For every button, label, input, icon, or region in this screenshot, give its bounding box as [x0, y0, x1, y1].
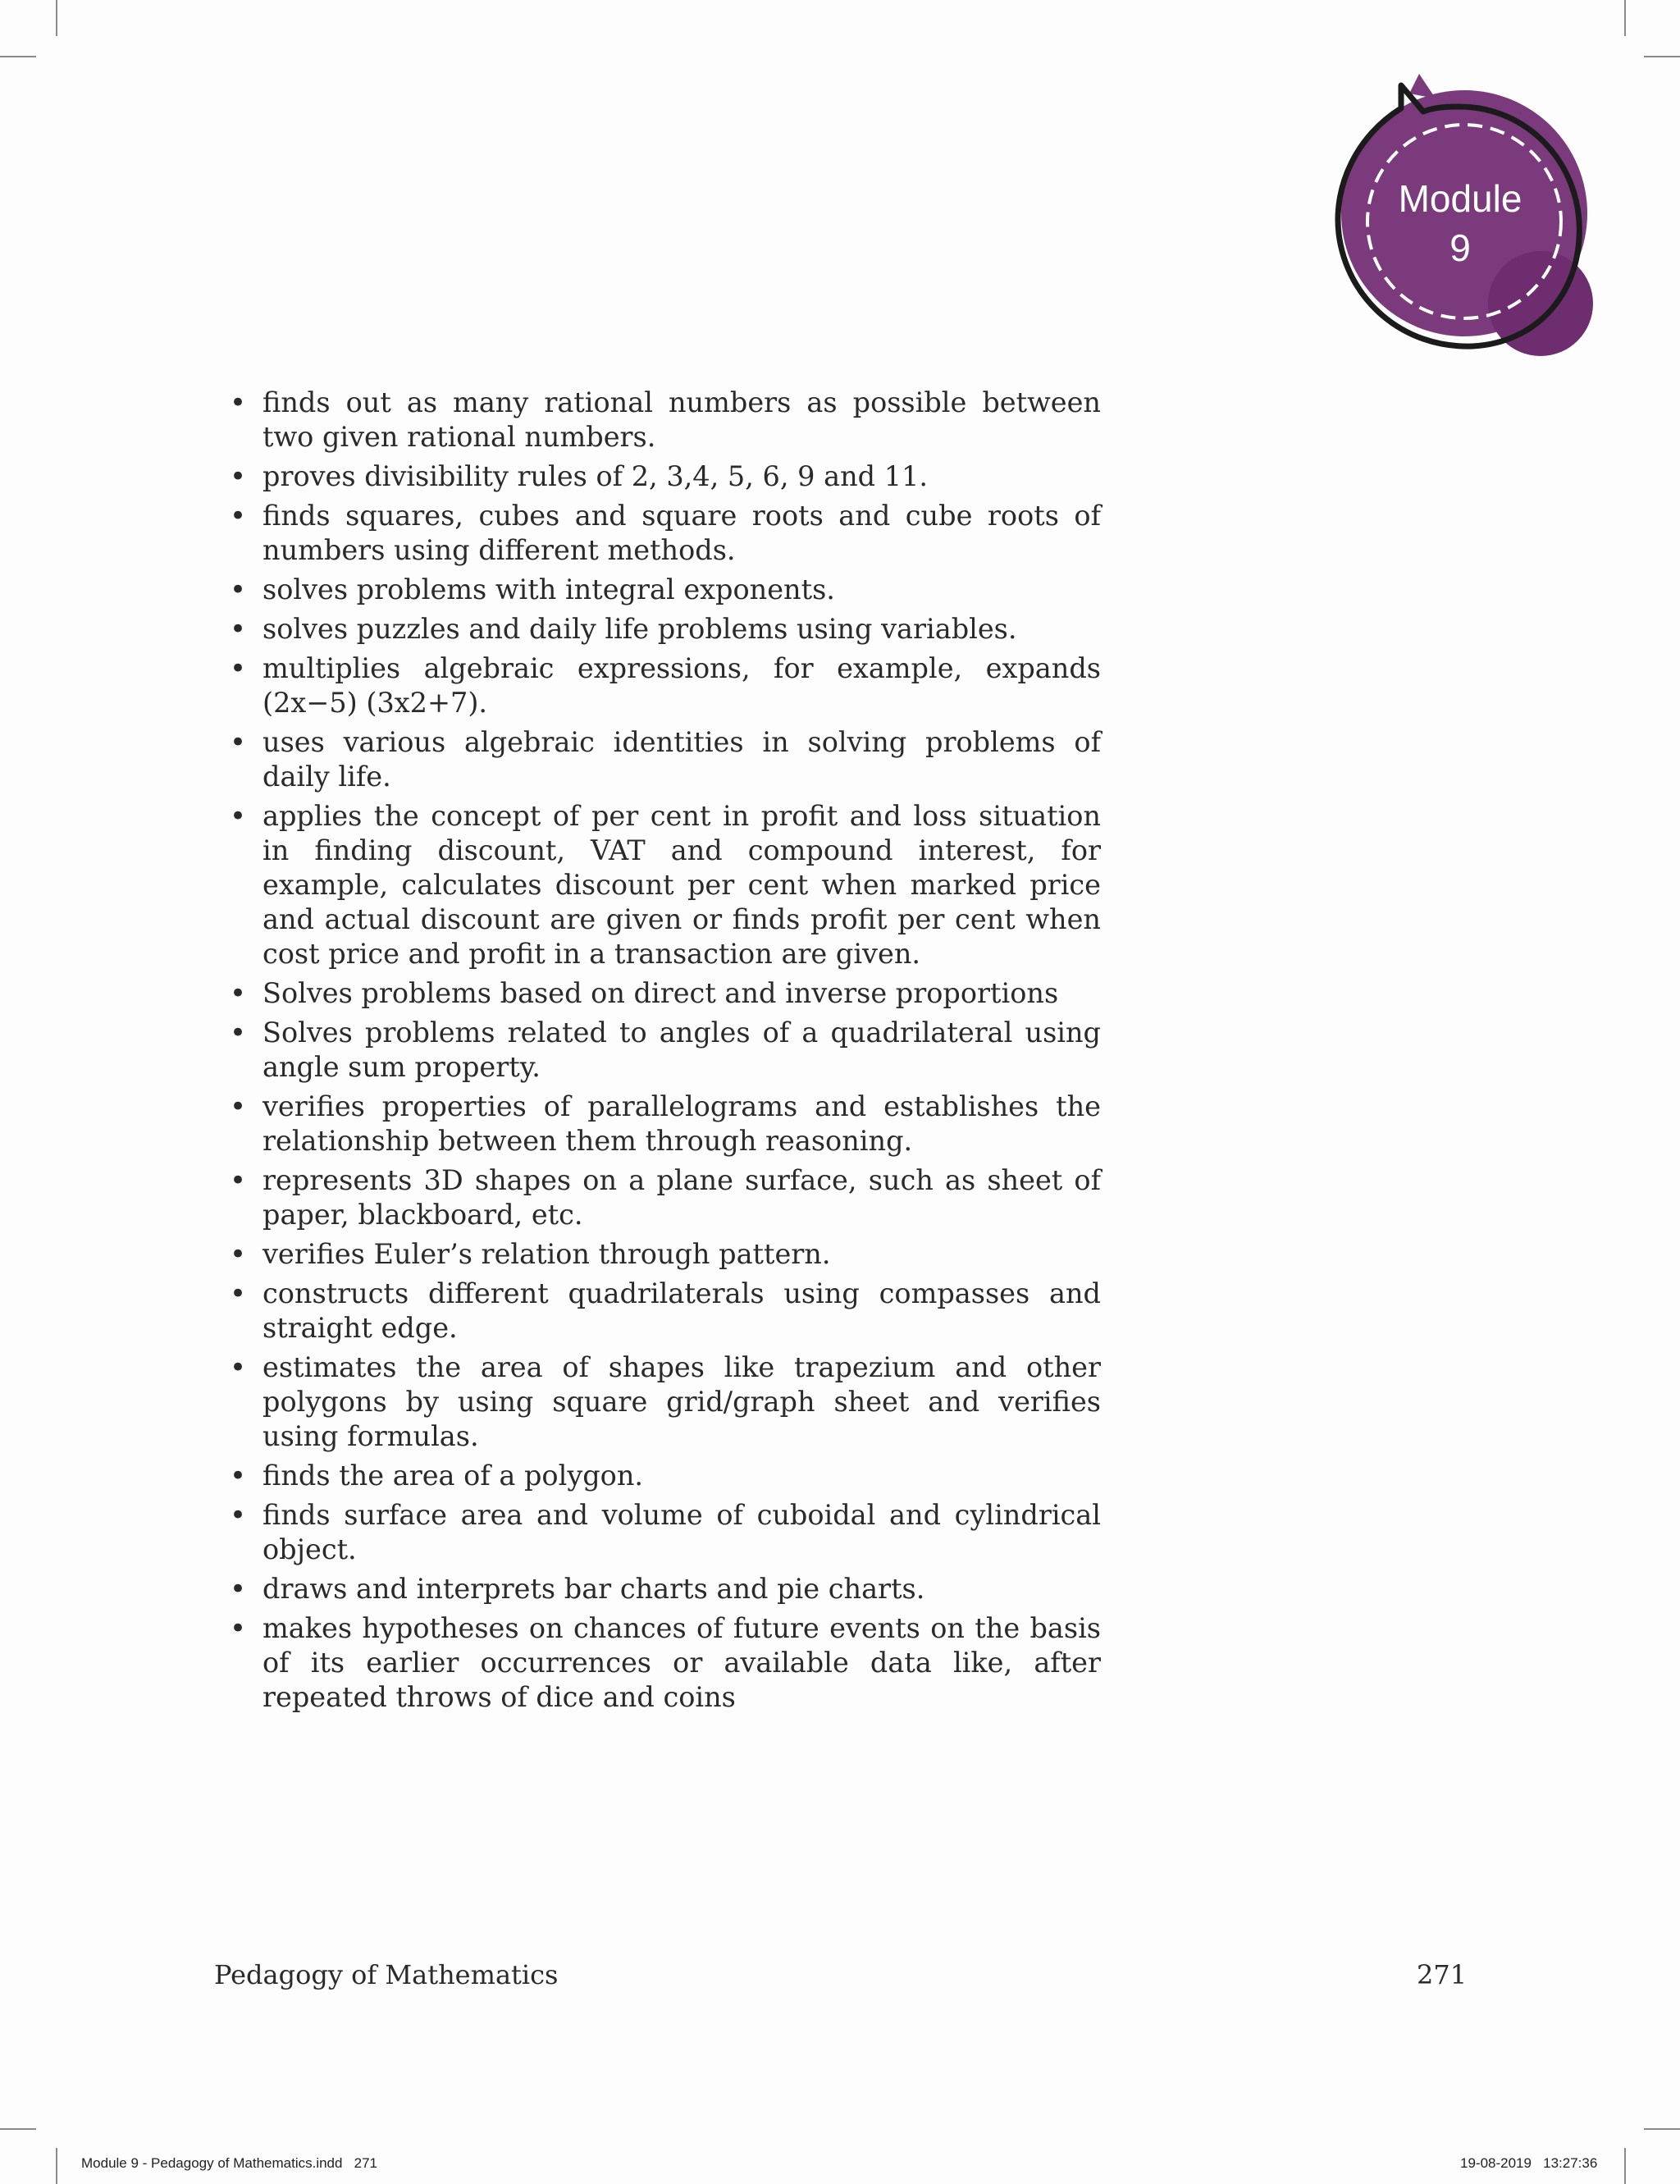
list-item: • finds the area of a polygon. [230, 1459, 1101, 1493]
module-badge [1312, 66, 1608, 361]
list-item: • Solves problems based on direct and inverse proportions [230, 976, 1101, 1011]
list-item: • solves puzzles and daily life problems using variables. [230, 612, 1101, 647]
crop-mark-bottom-right-h [1644, 2128, 1680, 2130]
crop-mark-bottom-right [1624, 2148, 1626, 2184]
list-item: • verifies Euler’s relation through pattern. [230, 1237, 1101, 1272]
crop-mark-bottom-left [56, 2148, 57, 2184]
list-item: • verifies properties of parallelograms and establishes the relationship between them through reasoning. [230, 1090, 1101, 1158]
module-label [1354, 174, 1567, 272]
print-slug-filename: Module 9 - Pedagogy of Mathematics.indd 271 [81, 2155, 377, 2171]
footer-book-title: Pedagogy of Mathematics [214, 1959, 559, 1990]
list-item: • makes hypotheses on chances of future events on the basis of its earlier occurrences or available data like, after repeated throws of dice and coins [230, 1611, 1101, 1715]
module-label-word: Module [1398, 177, 1522, 220]
list-item: • constructs different quadrilaterals using compasses and straight edge. [230, 1277, 1101, 1346]
crop-mark-top-left-h [0, 56, 36, 57]
list-item: • finds out as many rational numbers as possible between two given rational numbers. [230, 386, 1101, 455]
list-item: • multiplies algebraic expressions, for example, expands (2x−5) (3x2+7). [230, 651, 1101, 720]
learning-outcomes-list [230, 386, 1101, 1720]
list-item: • estimates the area of shapes like trapezium and other polygons by using square grid/graph sheet and verifies using formulas. [230, 1350, 1101, 1454]
crop-mark-top-left [56, 0, 57, 36]
badge-tail [1409, 74, 1436, 98]
list-item: • finds surface area and volume of cuboidal and cylindrical object. [230, 1498, 1101, 1567]
list-item: • proves divisibility rules of 2, 3,4, 5, 6, 9 and 11. [230, 459, 1101, 494]
crop-mark-top-right-h [1644, 56, 1680, 57]
crop-mark-top-right [1624, 0, 1626, 36]
list-item: • applies the concept of per cent in profit and loss situation in finding discount, VAT and compound interest, for example, calculates discount per cent when marked price and actual discount are given or finds profit per cent when cost price and profit in a transaction are given. [230, 799, 1101, 971]
page-number: 271 [1417, 1959, 1468, 1990]
list-item: • draws and interprets bar charts and pie charts. [230, 1572, 1101, 1606]
print-slug-timestamp: 19-08-2019 13:27:36 [1460, 2155, 1598, 2171]
crop-mark-bottom-left-h [0, 2128, 36, 2130]
list-item: • represents 3D shapes on a plane surface, such as sheet of paper, blackboard, etc. [230, 1163, 1101, 1232]
list-item: • solves problems with integral exponents. [230, 573, 1101, 607]
list-item: • Solves problems related to angles of a quadrilateral using angle sum property. [230, 1016, 1101, 1085]
list-item: • uses various algebraic identities in solving problems of daily life. [230, 725, 1101, 794]
module-label-number: 9 [1449, 226, 1471, 269]
list-item: • finds squares, cubes and square roots and cube roots of numbers using different methods. [230, 499, 1101, 568]
